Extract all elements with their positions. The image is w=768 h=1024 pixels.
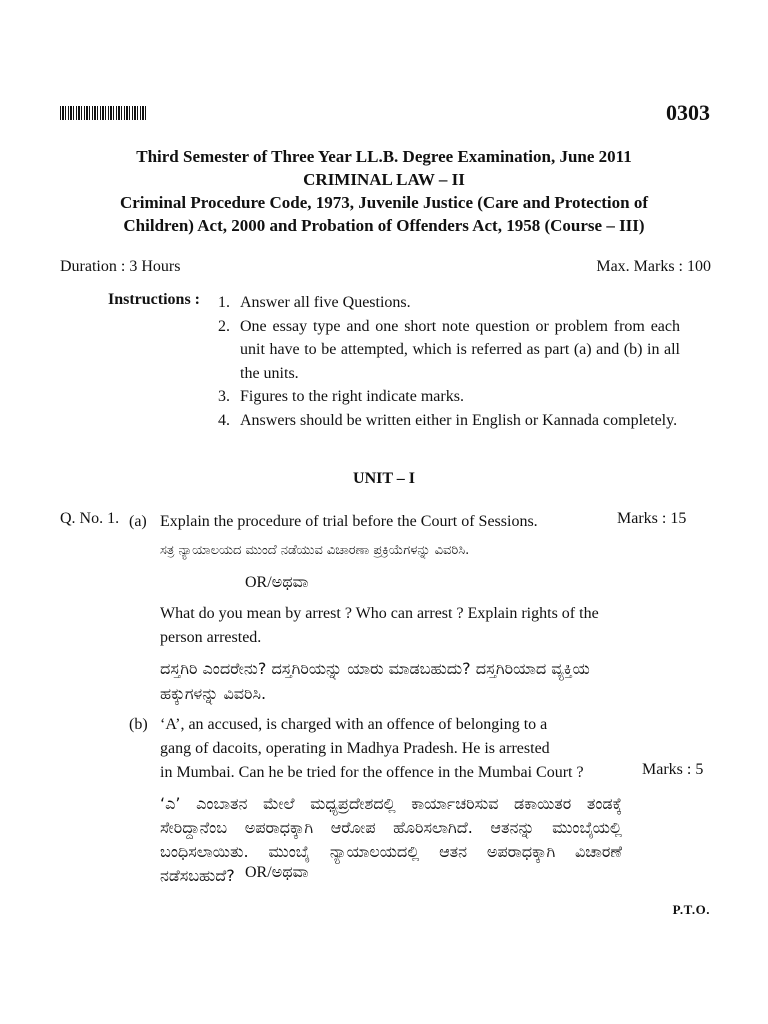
part-a-kannada: ಸತ್ರ ನ್ಯಾಯಾಲಯದ ಮುಂದೆ ನಡೆಯುವ ವಿಚಾರಣಾ ಪ್ರಕ್ರಿಯೆಗಳನ್ನು ವಿವರಿಸಿ. xyxy=(160,543,470,558)
instruction-number: 3. xyxy=(218,388,230,405)
part-a-alt-kannada: ದಸ್ತಗಿರಿ ಎಂದರೇನು? ದಸ್ತಗಿರಿಯನ್ನು ಯಾರು ಮಾಡಬಹುದು? ದಸ್ತಗಿರಿಯಾದ ವ್ಯಕ್ತಿಯ ಹಕ್ಕುಗಳನ್ನು ವಿವರಿಸಿ. xyxy=(160,659,590,703)
instruction-item xyxy=(218,291,680,315)
or-separator: OR/ಅಥವಾ xyxy=(245,574,309,591)
max-marks: Max. Marks : 100 xyxy=(596,258,711,275)
instruction-text: Answers should be written either in English or Kannada completely. xyxy=(240,411,678,429)
barcode xyxy=(60,106,146,120)
duration: Duration : 3 Hours xyxy=(60,258,181,275)
part-b-marks: Marks : 5 xyxy=(642,761,704,778)
instruction-item xyxy=(218,409,680,433)
instruction-item xyxy=(218,315,680,386)
question-number: Q. No. 1. xyxy=(60,510,120,527)
paper-code: 0303 xyxy=(666,100,710,125)
part-b-label: (b) xyxy=(129,716,148,733)
part-b-question-line1: ‘A’, an accused, is charged with an offence of belonging to a xyxy=(160,716,548,733)
or-separator: OR/ಅಥವಾ xyxy=(245,864,309,881)
part-a-alt-question: What do you mean by arrest ? Who can arrest ? Explain rights of the person arrested. xyxy=(160,605,599,646)
instruction-item xyxy=(218,385,680,409)
page-turn-over: P.T.O. xyxy=(672,902,710,917)
subject-title: CRIMINAL LAW – II xyxy=(303,170,465,189)
instruction-number: 1. xyxy=(218,294,230,311)
instruction-number: 2. xyxy=(218,317,230,335)
instruction-text: One essay type and one short note question or problem from each unit have to be attempted, which is referred as part (a) and (b) in all the units. xyxy=(240,317,680,382)
part-b-question-line3: in Mumbai. Can he be tried for the offence in the Mumbai Court ? xyxy=(160,764,584,781)
exam-title: Third Semester of Three Year LL.B. Degree Examination, June 2011 xyxy=(136,147,632,166)
part-a-marks: Marks : 15 xyxy=(617,510,687,527)
part-a-label: (a) xyxy=(129,513,147,530)
instructions-label: Instructions : xyxy=(108,291,201,308)
part-b-kannada: ‘ಎ’ ಎಂಬಾತನ ಮೇಲೆ ಮಧ್ಯಪ್ರದೇಶದಲ್ಲಿ ಕಾರ್ಯಾಚರಿಸುವ ಡಕಾಯಿತರ ತಂಡಕ್ಕೆ ಸೇರಿದ್ದಾನೆಂಬ ಅಪರಾಧಕ್ಕಾಗಿ ಆರೋಪ ಹೊರಿಸಲಾಗಿದೆ. ಆತನನ್ನು ಮುಂಬೈಯಲ್ಲಿ ಬಂಧಿಸಲಾಯಿತು. ಮುಂಬೈ ನ್ಯಾಯಾಲಯದಲ್ಲಿ ಆತನ ಅಪರಾಧಕ್ಕಾಗಿ ವಿಚಾರಣೆ ನಡೆಸಬಹುದೆ? xyxy=(160,794,622,885)
instruction-number: 4. xyxy=(218,411,230,429)
instruction-text: Answer all five Questions. xyxy=(240,294,411,311)
course-title-line1: Criminal Procedure Code, 1973, Juvenile Justice (Care and Protection of xyxy=(119,193,649,212)
unit-title: UNIT – I xyxy=(353,470,415,487)
instruction-text: Figures to the right indicate marks. xyxy=(240,388,464,405)
part-b-question-line2: gang of dacoits, operating in Madhya Pradesh. He is arrested xyxy=(160,740,550,757)
course-title-line2: Children) Act, 2000 and Probation of Offenders Act, 1958 (Course – III) xyxy=(123,216,645,235)
part-a-question: Explain the procedure of trial before the Court of Sessions. xyxy=(160,513,538,530)
instructions-list xyxy=(218,291,680,432)
